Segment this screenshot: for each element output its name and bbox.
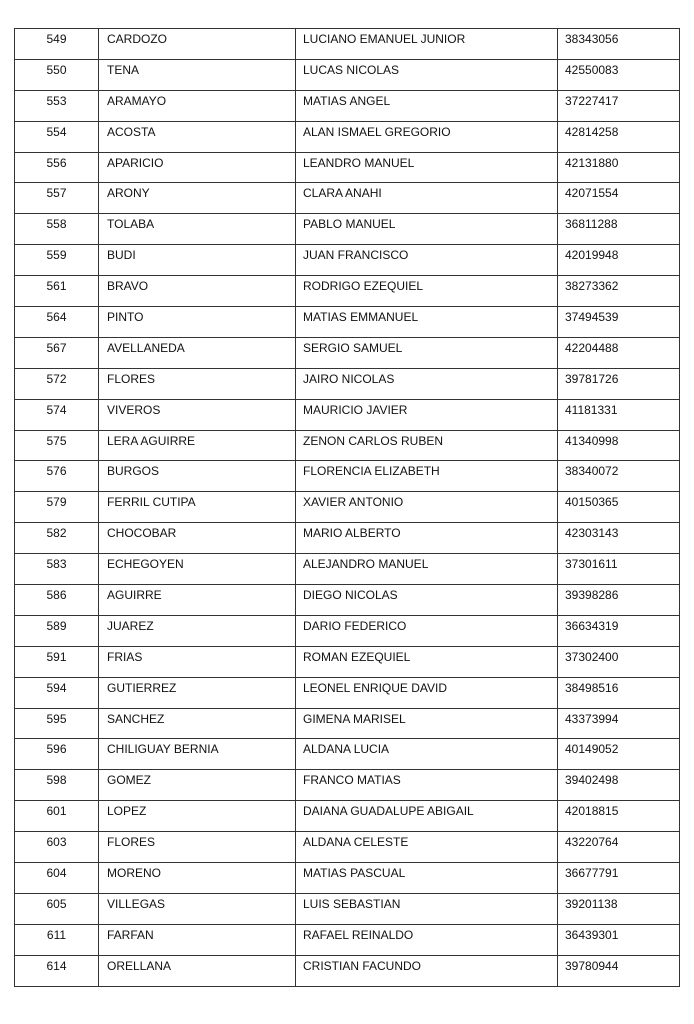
first-name-cell (296, 152, 558, 183)
first-name-cell (296, 307, 558, 338)
document-number-text: 37494539 (565, 310, 619, 325)
document-number-text: 43220764 (565, 835, 619, 850)
table-row (15, 924, 680, 955)
first-name-text: PABLO MANUEL (303, 217, 396, 232)
last-name-text: CARDOZO (107, 32, 167, 46)
last-name-text: LERA AGUIRRE (107, 433, 196, 448)
first-name-text: LUIS SEBASTIAN (303, 896, 401, 911)
order-number-text: 591 (46, 649, 67, 664)
table-row (15, 90, 680, 121)
document-number-cell (558, 893, 680, 924)
document-number-cell (558, 955, 680, 986)
document-number-cell (558, 307, 680, 338)
order-number-cell (15, 399, 99, 430)
order-number-cell (15, 615, 99, 646)
first-name-text: FRANCO MATIAS (303, 773, 401, 788)
document-number-text: 36634319 (565, 618, 619, 633)
document-number-cell (558, 832, 680, 863)
first-name-cell (296, 677, 558, 708)
first-name-text: MATIAS PASCUAL (303, 866, 406, 881)
first-name-text: MARIO ALBERTO (303, 526, 401, 541)
first-name-cell (296, 430, 558, 461)
last-name-text: MORENO (107, 866, 161, 881)
document-number-text: 40150365 (565, 495, 619, 510)
table-row (15, 554, 680, 585)
last-name-cell (99, 368, 296, 399)
last-name-text: ARAMAYO (107, 93, 167, 108)
first-name-cell (296, 183, 558, 214)
order-number-cell (15, 461, 99, 492)
order-number-cell (15, 121, 99, 152)
roster-table-body (15, 29, 680, 987)
last-name-text: AGUIRRE (107, 588, 162, 603)
document-number-text: 39398286 (565, 588, 619, 603)
order-number-text: 567 (46, 340, 67, 355)
table-row (15, 739, 680, 770)
first-name-cell (296, 29, 558, 60)
order-number-cell (15, 924, 99, 955)
last-name-cell (99, 492, 296, 523)
order-number-text: 605 (46, 896, 67, 911)
order-number-text: 564 (46, 310, 67, 325)
last-name-cell (99, 739, 296, 770)
document-number-cell (558, 770, 680, 801)
table-row (15, 29, 680, 60)
order-number-cell (15, 368, 99, 399)
table-row (15, 492, 680, 523)
table-row (15, 307, 680, 338)
order-number-cell (15, 739, 99, 770)
roster-table (14, 28, 680, 987)
table-row (15, 585, 680, 616)
table-row (15, 337, 680, 368)
last-name-cell (99, 90, 296, 121)
table-row (15, 801, 680, 832)
document-number-text: 42131880 (565, 155, 619, 170)
order-number-text: 572 (46, 371, 67, 386)
order-number-text: 594 (46, 680, 67, 695)
document-number-cell (558, 739, 680, 770)
order-number-text: 614 (46, 958, 67, 973)
last-name-text: ARONY (107, 186, 150, 201)
last-name-cell (99, 430, 296, 461)
document-number-cell (558, 461, 680, 492)
first-name-cell (296, 924, 558, 955)
first-name-cell (296, 337, 558, 368)
last-name-cell (99, 646, 296, 677)
order-number-cell (15, 646, 99, 677)
last-name-cell (99, 615, 296, 646)
document-number-cell (558, 399, 680, 430)
document-number-cell (558, 121, 680, 152)
last-name-text: ECHEGOYEN (107, 557, 184, 572)
order-number-cell (15, 863, 99, 894)
order-number-text: 598 (46, 773, 67, 788)
last-name-text: PINTO (107, 310, 144, 325)
last-name-cell (99, 924, 296, 955)
document-number-cell (558, 554, 680, 585)
document-number-cell (558, 214, 680, 245)
order-number-cell (15, 183, 99, 214)
order-number-text: 553 (46, 93, 67, 108)
first-name-cell (296, 615, 558, 646)
last-name-cell (99, 337, 296, 368)
document-number-cell (558, 585, 680, 616)
first-name-text: DAIANA GUADALUPE ABIGAIL (303, 804, 474, 819)
order-number-cell (15, 245, 99, 276)
first-name-text: RAFAEL REINALDO (303, 927, 414, 942)
document-number-text: 42303143 (565, 526, 619, 541)
document-number-text: 42204488 (565, 340, 619, 355)
order-number-text: 596 (46, 742, 67, 757)
first-name-cell (296, 492, 558, 523)
table-row (15, 214, 680, 245)
document-number-cell (558, 368, 680, 399)
last-name-cell (99, 801, 296, 832)
first-name-text: LEANDRO MANUEL (303, 155, 415, 170)
first-name-text: MAURICIO JAVIER (303, 402, 408, 417)
order-number-cell (15, 29, 99, 60)
last-name-cell (99, 29, 296, 60)
last-name-text: FLORES (107, 371, 156, 386)
order-number-cell (15, 152, 99, 183)
last-name-text: CHILIGUAY BERNIA (107, 742, 219, 757)
order-number-text: 586 (46, 588, 67, 603)
last-name-text: JUAREZ (107, 618, 154, 633)
first-name-cell (296, 554, 558, 585)
first-name-text: ALAN ISMAEL GREGORIO (303, 124, 451, 139)
document-number-cell (558, 90, 680, 121)
first-name-cell (296, 121, 558, 152)
document-number-text: 36677791 (565, 866, 619, 881)
first-name-cell (296, 646, 558, 677)
first-name-text: DARIO FEDERICO (303, 618, 407, 633)
order-number-text: 611 (46, 927, 67, 942)
table-row (15, 461, 680, 492)
first-name-cell (296, 368, 558, 399)
last-name-cell (99, 585, 296, 616)
table-row (15, 955, 680, 986)
first-name-cell (296, 801, 558, 832)
last-name-text: FRIAS (107, 649, 143, 664)
first-name-text: MATIAS ANGEL (303, 93, 391, 108)
document-number-cell (558, 646, 680, 677)
last-name-text: ORELLANA (107, 958, 172, 973)
first-name-text: ALDANA LUCIA (303, 742, 390, 757)
order-number-text: 604 (46, 866, 67, 881)
document-number-text: 36439301 (565, 927, 619, 942)
first-name-cell (296, 523, 558, 554)
order-number-text: 557 (46, 186, 67, 201)
document-number-text: 39780944 (565, 958, 619, 973)
order-number-cell (15, 585, 99, 616)
document-number-text: 42071554 (565, 186, 619, 201)
document-number-text: 41181331 (565, 402, 618, 417)
first-name-cell (296, 955, 558, 986)
order-number-text: 561 (46, 279, 67, 294)
document-number-cell (558, 245, 680, 276)
table-row (15, 708, 680, 739)
last-name-text: BRAVO (107, 279, 149, 294)
document-number-cell (558, 337, 680, 368)
order-number-text: 554 (46, 124, 67, 139)
order-number-text: 550 (46, 62, 67, 77)
table-row (15, 59, 680, 90)
order-number-cell (15, 276, 99, 307)
document-number-text: 37302400 (565, 649, 619, 664)
table-row (15, 152, 680, 183)
last-name-text: GUTIERREZ (107, 680, 177, 695)
order-number-text: 556 (46, 155, 67, 170)
order-number-text: 576 (46, 464, 67, 479)
first-name-cell (296, 893, 558, 924)
first-name-cell (296, 399, 558, 430)
last-name-text: AVELLANEDA (107, 340, 185, 355)
order-number-text: 583 (46, 557, 67, 572)
table-row (15, 523, 680, 554)
document-number-text: 38340072 (565, 464, 619, 479)
document-number-cell (558, 183, 680, 214)
order-number-text: 601 (46, 804, 67, 819)
last-name-cell (99, 863, 296, 894)
order-number-cell (15, 708, 99, 739)
last-name-cell (99, 183, 296, 214)
order-number-cell (15, 554, 99, 585)
last-name-cell (99, 523, 296, 554)
last-name-cell (99, 214, 296, 245)
last-name-cell (99, 59, 296, 90)
document-number-text: 40149052 (565, 742, 619, 757)
table-row (15, 121, 680, 152)
first-name-text: DIEGO NICOLAS (303, 588, 398, 603)
table-row (15, 863, 680, 894)
document-number-cell (558, 430, 680, 461)
last-name-text: ACOSTA (107, 124, 156, 139)
first-name-text: LUCAS NICOLAS (303, 62, 400, 77)
document-number-text: 38498516 (565, 680, 619, 695)
document-number-text: 42019948 (565, 248, 619, 263)
last-name-cell (99, 121, 296, 152)
last-name-text: FARFAN (107, 927, 154, 942)
first-name-cell (296, 708, 558, 739)
order-number-cell (15, 90, 99, 121)
document-number-text: 43373994 (565, 711, 619, 726)
document-number-cell (558, 677, 680, 708)
first-name-cell (296, 90, 558, 121)
first-name-text: CRISTIAN FACUNDO (303, 958, 422, 973)
order-number-cell (15, 492, 99, 523)
order-number-cell (15, 677, 99, 708)
last-name-text: TENA (107, 62, 140, 77)
last-name-text: BURGOS (107, 464, 160, 479)
first-name-text: LEONEL ENRIQUE DAVID (303, 680, 448, 695)
document-number-text: 38273362 (565, 279, 619, 294)
last-name-cell (99, 399, 296, 430)
order-number-text: 558 (46, 217, 67, 232)
document-number-cell (558, 708, 680, 739)
last-name-cell (99, 554, 296, 585)
document-number-cell (558, 863, 680, 894)
order-number-text: 603 (46, 835, 67, 850)
first-name-text: SERGIO SAMUEL (303, 340, 403, 355)
table-row (15, 677, 680, 708)
last-name-cell (99, 677, 296, 708)
table-row (15, 399, 680, 430)
document-number-text: 42814258 (565, 124, 619, 139)
table-row (15, 368, 680, 399)
table-row (15, 245, 680, 276)
last-name-cell (99, 152, 296, 183)
first-name-text: CLARA ANAHI (303, 186, 382, 201)
first-name-cell (296, 461, 558, 492)
order-number-text: 574 (46, 402, 67, 417)
last-name-text: CHOCOBAR (107, 526, 177, 541)
order-number-text: 559 (46, 248, 67, 263)
last-name-cell (99, 307, 296, 338)
document-number-text: 36811288 (565, 217, 618, 232)
last-name-text: VILLEGAS (107, 896, 166, 911)
document-number-text: 37227417 (565, 93, 619, 108)
first-name-cell (296, 214, 558, 245)
order-number-cell (15, 893, 99, 924)
last-name-cell (99, 770, 296, 801)
table-row (15, 832, 680, 863)
table-row (15, 430, 680, 461)
first-name-text: MATIAS EMMANUEL (303, 310, 419, 325)
first-name-text: JAIRO NICOLAS (303, 371, 395, 386)
last-name-text: SANCHEZ (107, 711, 165, 726)
document-number-cell (558, 615, 680, 646)
last-name-cell (99, 832, 296, 863)
order-number-text: 575 (46, 433, 67, 448)
order-number-cell (15, 770, 99, 801)
document-number-cell (558, 801, 680, 832)
last-name-text: FLORES (107, 835, 156, 850)
document-number-cell (558, 152, 680, 183)
document-number-text: 42018815 (565, 804, 619, 819)
order-number-cell (15, 214, 99, 245)
order-number-cell (15, 832, 99, 863)
document-number-text: 37301611 (565, 557, 618, 572)
last-name-text: LOPEZ (107, 804, 147, 819)
order-number-text: 589 (46, 618, 67, 633)
table-row (15, 770, 680, 801)
last-name-text: GOMEZ (107, 773, 151, 788)
last-name-text: BUDI (107, 248, 136, 263)
first-name-cell (296, 832, 558, 863)
document-number-text: 39201138 (565, 896, 618, 911)
order-number-cell (15, 523, 99, 554)
first-name-text: FLORENCIA ELIZABETH (303, 464, 440, 479)
first-name-cell (296, 739, 558, 770)
table-row (15, 893, 680, 924)
table-row (15, 646, 680, 677)
order-number-cell (15, 801, 99, 832)
last-name-text: VIVEROS (107, 402, 161, 417)
first-name-cell (296, 770, 558, 801)
order-number-cell (15, 59, 99, 90)
document-number-cell (558, 924, 680, 955)
last-name-cell (99, 893, 296, 924)
document-number-text: 39402498 (565, 773, 619, 788)
last-name-cell (99, 245, 296, 276)
order-number-text: 549 (46, 32, 67, 46)
document-number-cell (558, 523, 680, 554)
first-name-cell (296, 585, 558, 616)
first-name-cell (296, 59, 558, 90)
order-number-cell (15, 430, 99, 461)
last-name-cell (99, 708, 296, 739)
document-number-text: 39781726 (565, 371, 619, 386)
first-name-text: ZENON CARLOS RUBEN (303, 433, 444, 448)
first-name-text: ALEJANDRO MANUEL (303, 557, 429, 572)
last-name-text: TOLABA (107, 217, 155, 232)
first-name-cell (296, 276, 558, 307)
document-number-cell (558, 59, 680, 90)
table-row (15, 276, 680, 307)
table-row (15, 615, 680, 646)
first-name-text: ROMAN EZEQUIEL (303, 649, 411, 664)
first-name-text: ALDANA CELESTE (303, 835, 409, 850)
last-name-cell (99, 955, 296, 986)
first-name-cell (296, 245, 558, 276)
order-number-text: 595 (46, 711, 67, 726)
last-name-text: APARICIO (107, 155, 164, 170)
first-name-cell (296, 863, 558, 894)
document-number-cell (558, 276, 680, 307)
first-name-text: JUAN FRANCISCO (303, 248, 409, 263)
document-number-cell (558, 492, 680, 523)
last-name-cell (99, 461, 296, 492)
document-number-cell (558, 29, 680, 60)
first-name-text: GIMENA MARISEL (303, 711, 406, 726)
order-number-text: 582 (46, 526, 67, 541)
document-number-text: 42550083 (565, 62, 619, 77)
order-number-text: 579 (46, 495, 67, 510)
order-number-cell (15, 307, 99, 338)
last-name-cell (99, 276, 296, 307)
table-row (15, 183, 680, 214)
first-name-text: XAVIER ANTONIO (303, 495, 404, 510)
first-name-text: RODRIGO EZEQUIEL (303, 279, 424, 294)
document-number-text: 41340998 (565, 433, 619, 448)
last-name-text: FERRIL CUTIPA (107, 495, 196, 510)
order-number-cell (15, 337, 99, 368)
first-name-text: LUCIANO EMANUEL JUNIOR (303, 32, 466, 46)
order-number-cell (15, 955, 99, 986)
document-number-text: 38343056 (565, 32, 619, 46)
